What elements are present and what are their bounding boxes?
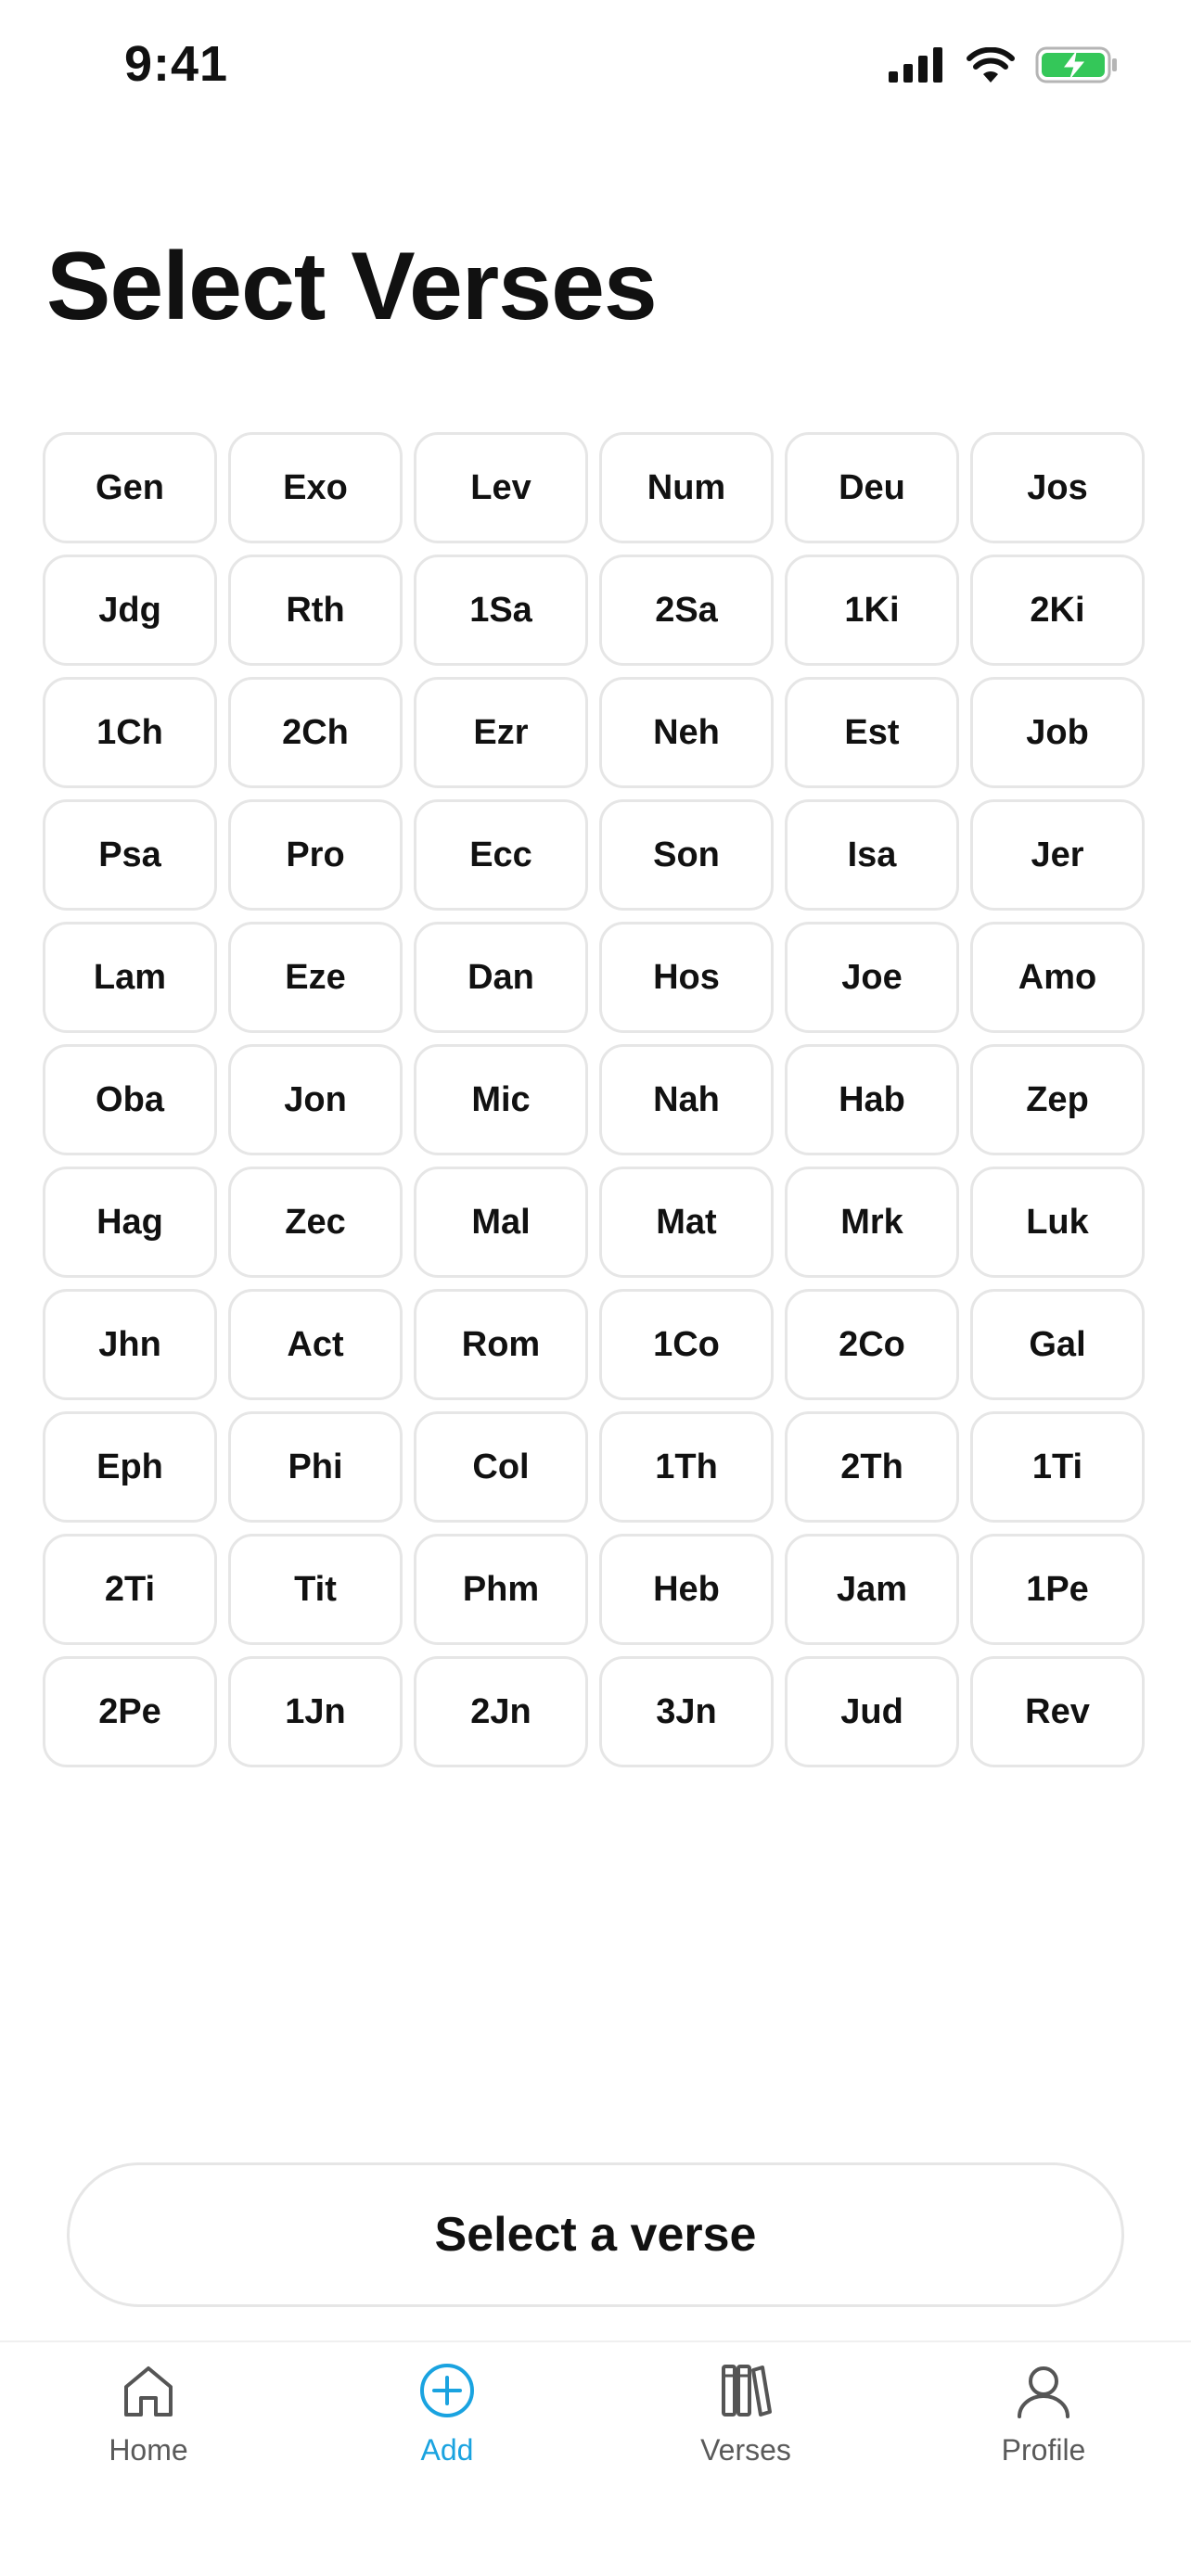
tab-verses-label: Verses — [700, 2433, 791, 2467]
book-button[interactable]: Jhn — [43, 1289, 217, 1400]
tab-add[interactable] — [345, 2361, 549, 2519]
book-button[interactable]: Jam — [785, 1534, 959, 1645]
book-button[interactable]: Heb — [599, 1534, 774, 1645]
book-button[interactable]: Exo — [228, 432, 403, 543]
book-button[interactable]: Mrk — [785, 1167, 959, 1278]
book-button[interactable]: 2Pe — [43, 1656, 217, 1767]
book-button[interactable]: Amo — [970, 922, 1145, 1033]
book-button[interactable]: Jer — [970, 799, 1145, 911]
book-button[interactable]: Hab — [785, 1044, 959, 1155]
book-button[interactable]: Joe — [785, 922, 959, 1033]
tab-bar — [0, 2340, 1191, 2576]
books-icon — [716, 2361, 775, 2420]
battery-charging-icon — [1035, 46, 1119, 83]
tab-verses[interactable] — [644, 2361, 848, 2519]
select-verse-button[interactable]: Select a verse — [67, 2162, 1124, 2307]
book-button[interactable]: Jdg — [43, 555, 217, 666]
book-button[interactable]: Rth — [228, 555, 403, 666]
book-button[interactable]: 3Jn — [599, 1656, 774, 1767]
book-button[interactable]: Jud — [785, 1656, 959, 1767]
book-button[interactable]: Rom — [414, 1289, 588, 1400]
book-button[interactable]: Psa — [43, 799, 217, 911]
book-button[interactable]: Ecc — [414, 799, 588, 911]
book-button[interactable]: Gen — [43, 432, 217, 543]
book-button[interactable]: Lam — [43, 922, 217, 1033]
book-button[interactable]: Deu — [785, 432, 959, 543]
page-title: Select Verses — [46, 233, 657, 340]
book-button[interactable]: 1Co — [599, 1289, 774, 1400]
book-button[interactable]: Eze — [228, 922, 403, 1033]
book-button[interactable]: Lev — [414, 432, 588, 543]
tab-profile[interactable] — [941, 2361, 1146, 2519]
book-button[interactable]: 2Sa — [599, 555, 774, 666]
plus-circle-icon — [417, 2361, 477, 2420]
cellular-signal-icon — [889, 47, 946, 83]
book-button[interactable]: Phi — [228, 1411, 403, 1523]
book-button[interactable]: 2Ch — [228, 677, 403, 788]
book-button[interactable]: Zec — [228, 1167, 403, 1278]
book-button[interactable]: 2Ti — [43, 1534, 217, 1645]
book-button[interactable]: Pro — [228, 799, 403, 911]
book-button[interactable]: 1Sa — [414, 555, 588, 666]
book-button[interactable]: Ezr — [414, 677, 588, 788]
home-icon — [119, 2361, 178, 2420]
book-button[interactable]: 2Ki — [970, 555, 1145, 666]
tab-home-label: Home — [109, 2433, 188, 2467]
book-button[interactable]: Rev — [970, 1656, 1145, 1767]
book-button[interactable]: Mat — [599, 1167, 774, 1278]
book-button[interactable]: Oba — [43, 1044, 217, 1155]
status-icons — [889, 46, 1119, 83]
book-button[interactable]: Num — [599, 432, 774, 543]
book-button[interactable]: 2Th — [785, 1411, 959, 1523]
book-button[interactable]: 1Ch — [43, 677, 217, 788]
book-button[interactable]: Son — [599, 799, 774, 911]
user-icon — [1014, 2361, 1073, 2420]
book-button[interactable]: 1Ki — [785, 555, 959, 666]
book-button[interactable]: Zep — [970, 1044, 1145, 1155]
book-button[interactable]: Eph — [43, 1411, 217, 1523]
book-button[interactable]: Act — [228, 1289, 403, 1400]
book-button[interactable]: 1Jn — [228, 1656, 403, 1767]
book-button[interactable]: Phm — [414, 1534, 588, 1645]
book-button[interactable]: 1Ti — [970, 1411, 1145, 1523]
book-button[interactable]: 1Th — [599, 1411, 774, 1523]
book-button[interactable]: 2Jn — [414, 1656, 588, 1767]
tab-add-label: Add — [420, 2433, 474, 2467]
book-grid — [43, 432, 1148, 1767]
book-button[interactable]: Luk — [970, 1167, 1145, 1278]
book-button[interactable]: 2Co — [785, 1289, 959, 1400]
book-button[interactable]: 1Pe — [970, 1534, 1145, 1645]
tab-profile-label: Profile — [1001, 2433, 1086, 2467]
book-button[interactable]: Nah — [599, 1044, 774, 1155]
book-button[interactable]: Neh — [599, 677, 774, 788]
tab-home[interactable] — [46, 2361, 250, 2519]
book-button[interactable]: Tit — [228, 1534, 403, 1645]
status-time: 9:41 — [124, 36, 229, 92]
wifi-icon — [967, 47, 1015, 83]
book-button[interactable]: Dan — [414, 922, 588, 1033]
book-button[interactable]: Mal — [414, 1167, 588, 1278]
book-button[interactable]: Est — [785, 677, 959, 788]
book-button[interactable]: Isa — [785, 799, 959, 911]
book-button[interactable]: Job — [970, 677, 1145, 788]
book-button[interactable]: Mic — [414, 1044, 588, 1155]
status-bar — [0, 0, 1191, 130]
book-button[interactable]: Col — [414, 1411, 588, 1523]
book-button[interactable]: Jos — [970, 432, 1145, 543]
book-button[interactable]: Hag — [43, 1167, 217, 1278]
book-button[interactable]: Hos — [599, 922, 774, 1033]
book-button[interactable]: Gal — [970, 1289, 1145, 1400]
book-button[interactable]: Jon — [228, 1044, 403, 1155]
